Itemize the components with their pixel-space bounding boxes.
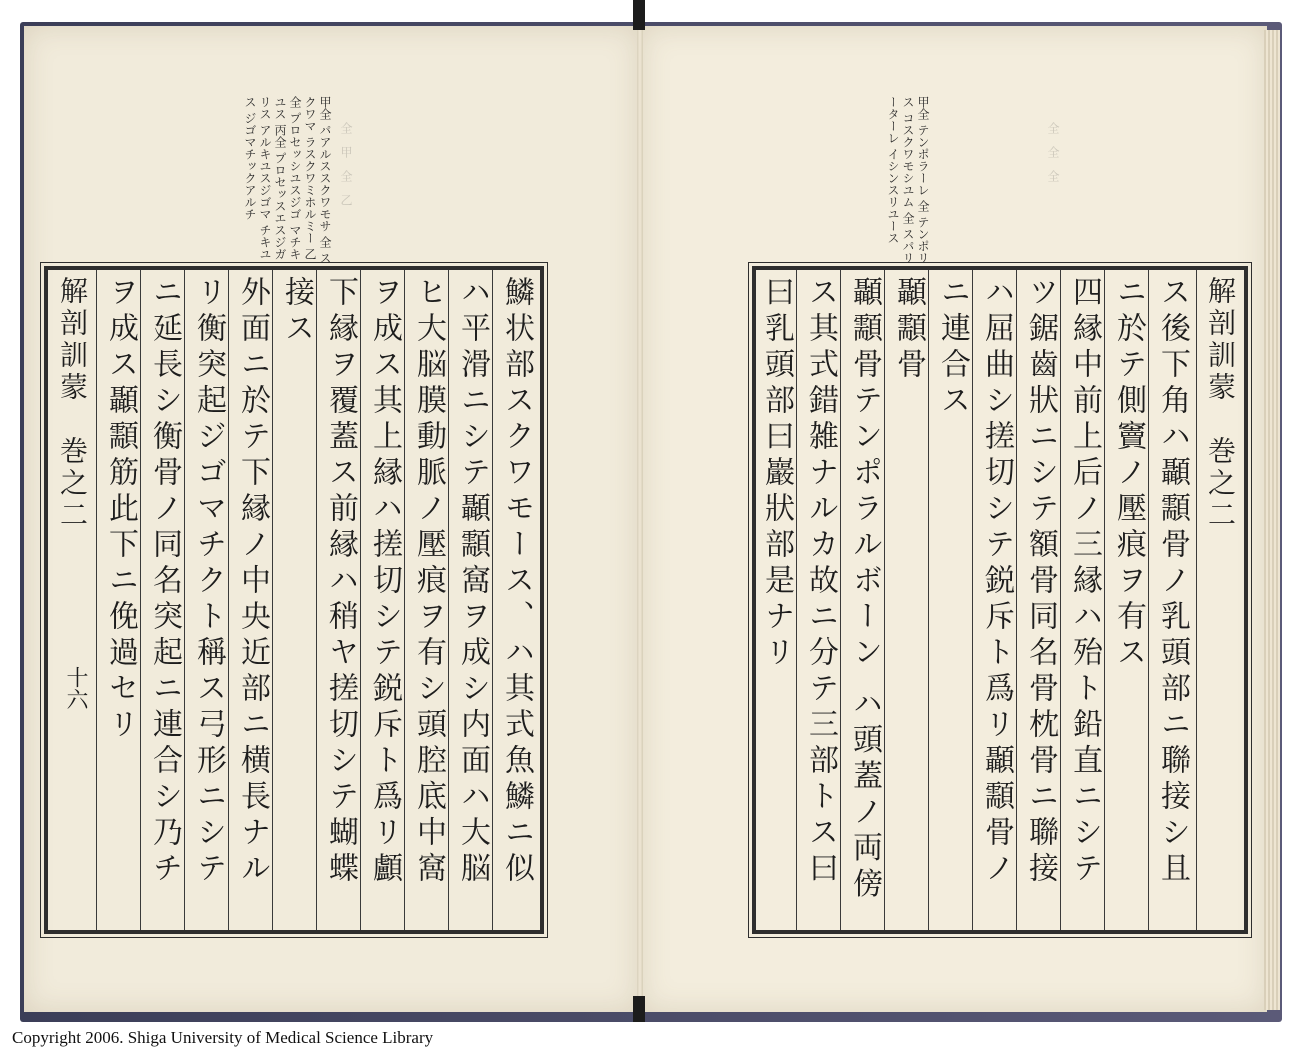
gloss-note: 全 テンポリス <box>901 96 930 264</box>
book-title-margin <box>52 276 92 922</box>
text-column: 四縁中前上后ノ三縁ハ殆ト鉛直ニシテ <box>1067 276 1102 888</box>
gloss-note: イシンスリユース <box>886 147 900 244</box>
left-text-block <box>44 266 544 934</box>
bleed-through-text: 全 甲 全 乙 <box>339 122 353 206</box>
text-column: 鱗状部スクワモース、ハ其式魚鱗ニ似 <box>499 276 534 888</box>
text-column: ハ平滑ニシテ顳顬窩ヲ成シ内面ハ大脳 <box>455 276 490 888</box>
right-text-block <box>752 266 1248 934</box>
section-heading: 顳顬骨 <box>891 276 926 384</box>
book-title: 解剖訓蒙 <box>56 276 89 404</box>
text-column: ツ鋸齒狀ニシテ額骨同名骨枕骨ニ聯接 <box>1023 276 1058 888</box>
text-column: ニ延長シ衡骨ノ同名突起ニ連合シ乃チ <box>147 276 182 888</box>
gloss-note: アルキユスジゴマ <box>258 123 272 220</box>
gloss-note: チキユス <box>243 96 272 260</box>
folio-number: 十六 <box>63 666 88 710</box>
book-gutter <box>637 26 643 1012</box>
volume-label: 巻之二 <box>1204 436 1237 532</box>
text-column: 下縁ヲ覆蓋ス前縁ハ稍ヤ搓切シテ蝴蝶 <box>323 276 358 888</box>
text-column: ニ連合ス <box>935 276 970 420</box>
book-title: 解剖訓蒙 <box>1204 276 1237 404</box>
text-column: ハ屈曲シ搓切シテ鋭斥ト爲リ顳顬骨ノ <box>979 276 1014 888</box>
gloss-note: マチキユス <box>273 96 302 260</box>
gloss-note: 全 スクワマ <box>303 96 332 264</box>
text-column: リ衡突起ジゴマチクト稱ス弓形ニシテ <box>191 276 226 888</box>
text-column: ス後下角ハ顳顬骨ノ乳頭部ニ聯接シ且 <box>1155 276 1190 888</box>
text-column: 外面ニ於テ下縁ノ中央近部ニ横長ナル <box>235 276 270 888</box>
book-title-margin <box>1200 276 1240 922</box>
text-column: ヲ成ス其上縁ハ搓切シテ鋭斥ト爲リ顱 <box>367 276 402 888</box>
binding-thread-bottom <box>633 996 645 1022</box>
text-column: ニ於テ側竇ノ壓痕ヲ有ス <box>1111 276 1146 672</box>
text-column: ヲ成ス顳顬筋此下ニ俛過セリ <box>103 276 138 744</box>
text-column: 曰乳頭部曰巖狀部是ナリ <box>759 276 794 672</box>
gloss-note: ラスクワミホルミー <box>303 135 317 244</box>
text-column: ヒ大脳膜動脈ノ壓痕ヲ有シ頭腔底中窩 <box>411 276 446 888</box>
text-column: 接ス <box>279 276 314 348</box>
gloss-note: 全 スパリーターレ <box>886 96 915 264</box>
gloss-note: ジゴマチックアルチ <box>243 111 257 220</box>
gloss-note: 甲全 パアルススクワモサ <box>318 96 332 232</box>
right-gloss-notes <box>790 96 930 264</box>
binding-thread-top <box>633 0 645 30</box>
gloss-note: 丙全 プロセッスエスジガリス <box>258 96 287 260</box>
text-column: 顳顬骨テンポラルボーン ハ頭蓋ノ両傍 <box>847 276 882 904</box>
text-column: ス其式錯雑ナルカ故ニ分テ三部トス曰 <box>803 276 838 888</box>
bleed-through-text: 全 全 全 <box>1046 122 1060 182</box>
gloss-note: 甲全 テンポラーレ <box>916 96 930 196</box>
left-gloss-notes <box>60 96 332 264</box>
page-stack-edge <box>1264 30 1280 1010</box>
volume-label: 巻之二 <box>56 436 89 532</box>
gloss-note: 乙全 プロセッシユスジゴ <box>288 96 317 260</box>
gloss-note: コスクワモシユム <box>901 111 915 208</box>
copyright-notice: Copyright 2006. Shiga University of Medical Science Library <box>12 1028 434 1047</box>
